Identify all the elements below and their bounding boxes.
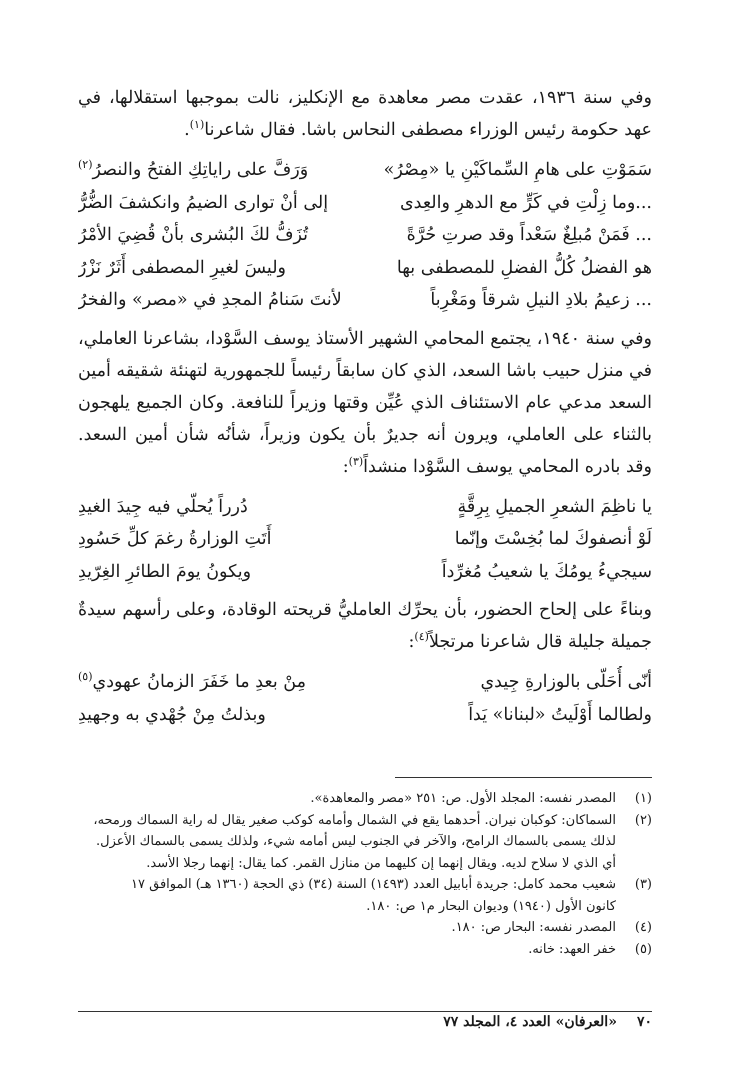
hemistich-first: هو الفضلُ كُلُّ الفضلِ للمصطفى بها: [396, 257, 652, 278]
footnote: [78, 810, 652, 875]
footnote-divider: [395, 777, 652, 778]
footnote-body: [78, 874, 616, 917]
footnotes: [78, 788, 652, 960]
footnote-number: (٣): [634, 877, 652, 892]
verse: [78, 556, 652, 589]
footnote-line: أي الذي لا سلاح لديه. ويقال إنهما إن كليهما من منازل القمر. كما يقال: إنهما رجلا الأسد.: [146, 855, 616, 871]
hemistich-second: أَتَتِ الوزارةُ رغمَ كلِّ حَسُودِ: [78, 529, 272, 549]
page-body: [78, 82, 652, 737]
footnote: [78, 788, 652, 810]
hemistich-second: [78, 154, 359, 187]
poem-3: [78, 666, 652, 731]
second-paragraph: [78, 323, 652, 483]
paragraph-text: وبناءً على إلحاح الحضور، بأن يحرِّك العامليُّ قريحته الوقادة، وعلى رأسهم سيدةٌ جميلة جليلة قال شاعرنا مرتجلاً: [78, 600, 652, 652]
footnote-line: المصدر نفسه: المجلد الأول. ص: ٢٥١ «مصر والمعاهدة».: [310, 791, 616, 806]
hemistich-first: ... فَمَنْ مُبلِغٌ سَعْداً وقد صرتِ حُرَّةً: [406, 225, 652, 245]
footnote-line: المصدر نفسه: البحار ص: ١٨٠.: [451, 920, 616, 935]
intro-text: وفي سنة ١٩٣٦، عقدت مصر معاهدة مع الإنكليز، نالت بموجبها استقلالها، في عهد حكومة رئيس الوزراء مصطفى النحاس باشا. فقال شاعرنا: [78, 88, 652, 140]
intro-paragraph: وفي سنة ١٩٣٦، عقدت مصر معاهدة مع الإنكليز، نالت بموجبها استقلالها، في عهد حكومة رئيس الوزراء مصطفى النحاس باشا. فقال شاعرنا$^{(١)}$.: [78, 88, 652, 140]
footnote-body: [78, 788, 616, 810]
footnote-ref-1: (١): [189, 118, 205, 132]
footnote-body: [78, 939, 616, 961]
third-paragraph: وبناءً على إلحاح الحضور، بأن يحرِّك العامليُّ قريحته الوقادة، وعلى رأسهم سيدةٌ جميلة جليلة قال شاعرنا مرتجلاً$^{(٤)}$:: [78, 600, 652, 652]
verse: [78, 284, 652, 317]
verse: [78, 219, 652, 252]
page-footer: [78, 1014, 652, 1030]
footnote-number: (١): [634, 791, 652, 806]
poem-1: [78, 154, 652, 317]
footnote-number: (٢): [634, 812, 652, 828]
hemistich-text: وَرَفَّ على راياتِكِ الفتحُ والنصرُ: [92, 160, 309, 180]
footnote-line: لذلك يسمى بالسماك الرامح، والآخر في الجنوب ليس أمامه شيء، ولذلك يسمى بالسماك الأعزل.: [96, 834, 616, 849]
page-number: ٧٠: [636, 1014, 652, 1030]
hemistich-first: لَوْ أنصفوكَ لما بُخِسْتَ وإنّما: [454, 529, 652, 549]
hemistich-second: لأنتَ سَنامُ المجدِ في «مصر» والفخرُ: [78, 290, 342, 310]
hemistich-first: سيجيءُ يومُكَ يا شعيبُ مُغرِّداً: [441, 561, 652, 582]
footnote-number: (٤): [634, 920, 652, 935]
footnote-body: [78, 917, 616, 939]
hemistich-second: تُزَفُّ لكَ البُشرى بأنْ قُضِيَ الأمْرُ: [78, 225, 309, 245]
footnote-ref-4: (٤): [414, 630, 429, 644]
verse: [78, 252, 652, 285]
verse: [78, 523, 652, 556]
hemistich-first: أنّى أُحَلّى بالوزارةِ جِيدي: [480, 672, 652, 692]
paragraph-tail: :: [342, 456, 349, 477]
footnote-ref-3: (٣): [348, 454, 364, 468]
hemistich-second: دُرراً يُحلّي فيه جِيدَ الغيدِ: [78, 496, 248, 517]
footnote-line: خفر العهد: خانه.: [528, 941, 616, 957]
footnote: [78, 939, 652, 961]
hemistich-second: إلى أنْ توارى الضيمُ وانكشفَ الضُّرُّ: [78, 192, 329, 213]
footnote: [78, 874, 652, 917]
paragraph-text: وفي سنة ١٩٤٠، يجتمع المحامي الشهير الأستاذ يوسف السَّوْدا، بشاعرنا العاملي، في منزل حبيب باشا السعد، الذي كان سابقاً رئيساً للجمهورية لتهنئة شقيقه أمين السعد مدعي عام الاستئناف الذي عُيِّن وقتها وزيراً للنافعة. وكان الجميع يلهجون بالثناء على العاملي، ويرون أنه جديرٌ بأن يكون وزيراً، شأنُه شأن أمين السعد. وقد بادره المحامي يوسف السَّوْدا منشداً: [78, 328, 652, 477]
footnote: [78, 917, 652, 939]
hemistich-first: ...وما زِلْتِ في كَرٍّ مع الدهرِ والعِدى: [399, 192, 652, 213]
verse: [78, 491, 652, 524]
verse: [78, 666, 652, 699]
hemistich-second: [78, 666, 359, 699]
hemistich-text: مِنْ بعدِ ما خَفَرَ الزمانُ عهودي: [92, 672, 307, 692]
poem-2: [78, 491, 652, 589]
footnote-line: شعيب محمد كامل: جريدة أبابيل العدد (١٤٩٣) السنة (٣٤) ذي الحجة (١٣٦٠ هـ) الموافق ١٧: [131, 877, 616, 892]
hemistich-second: ويكونُ يومَ الطائرِ الغِرّيدِ: [78, 561, 252, 582]
verse: [78, 154, 652, 187]
hemistich-second: وليسَ لغيرِ المصطفى أَثَرٌ نَزْرُ: [78, 257, 286, 278]
verse: [78, 187, 652, 220]
footnote-ref-2: (٢): [78, 158, 93, 172]
hemistich-first: ولطالما أَوْلَيتُ «لبنانا» يَداً: [468, 704, 652, 725]
hemistich-first: ... زعيمُ بلادِ النيلِ شرقاً ومَغْرِباً: [430, 290, 652, 310]
verse: [78, 699, 652, 732]
footnote-body: [78, 810, 616, 875]
footnote-line: كانون الأول (١٩٤٠) وديوان البحار م١ ص: ١٨٠.: [366, 898, 616, 914]
hemistich-first: سَمَوْتِ على هامِ السِّماكَيْنِ يا «مِصْرُ»: [383, 160, 652, 180]
journal-reference: «العرفان» العدد ٤، المجلد ٧٧: [443, 1014, 617, 1030]
hemistich-first: يا ناظِمَ الشعرِ الجميلِ بِرِقَّةٍ: [457, 496, 652, 517]
footnote-number: (٥): [634, 941, 652, 957]
footnote-line: السماكان: كوكبان نيران. أحدهما يقع في الشمال وأمامه كوكب صغير يقال له راية السماك ورمحه،: [93, 812, 616, 828]
hemistich-second: وبذلتُ مِنْ جُهْدي به وجهيدِ: [78, 704, 266, 725]
footnote-ref-5: (٥): [78, 670, 93, 684]
footer-divider: [78, 1011, 652, 1012]
